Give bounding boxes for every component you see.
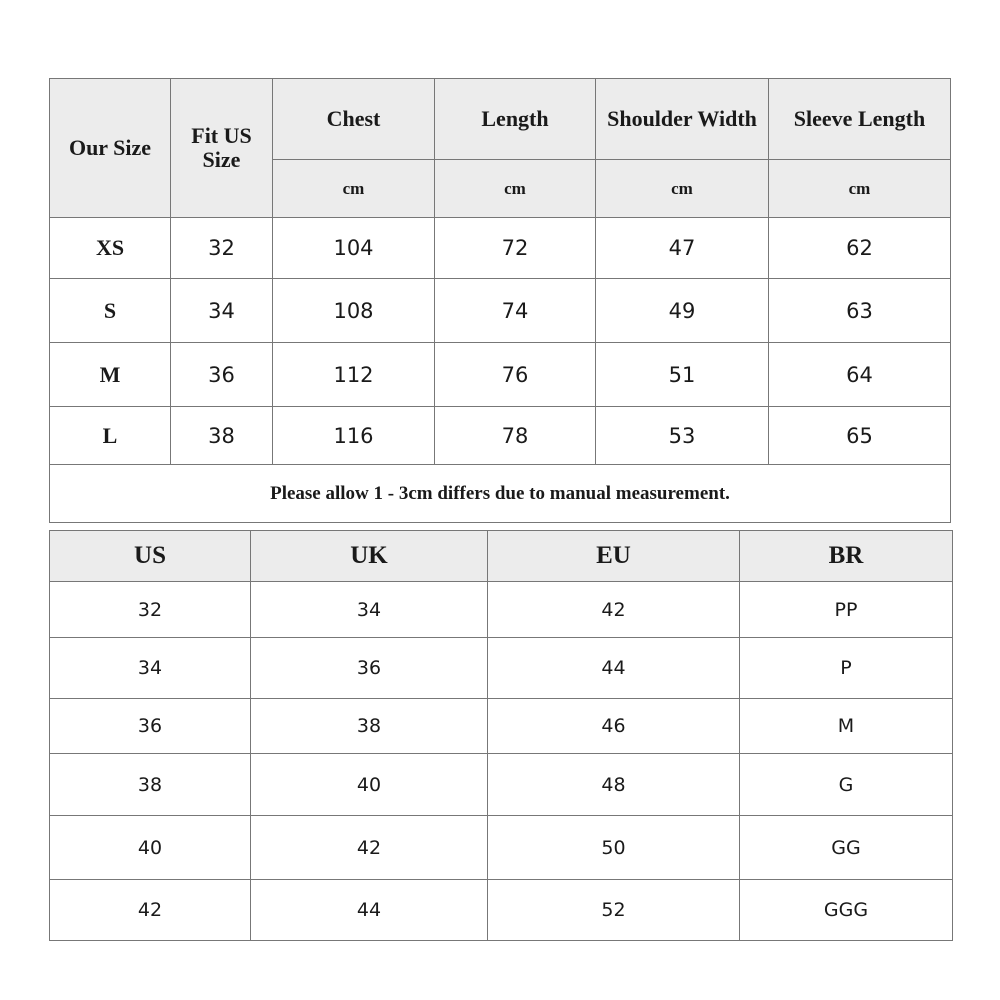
size-label: M — [50, 343, 171, 407]
header-uk: UK — [251, 531, 488, 582]
uk-value: 40 — [251, 754, 488, 816]
uk-value: 42 — [251, 816, 488, 880]
sleeve-value: 63 — [769, 279, 951, 343]
length-value: 76 — [435, 343, 596, 407]
table-row — [50, 582, 953, 638]
eu-value: 50 — [488, 816, 740, 880]
br-value: GGG — [740, 880, 953, 941]
table-row — [50, 218, 951, 279]
header-our-size: Our Size — [50, 79, 171, 218]
uk-value: 36 — [251, 638, 488, 699]
us-value: 42 — [50, 880, 251, 941]
chest-value: 116 — [273, 407, 435, 465]
uk-value: 38 — [251, 699, 488, 754]
size-label: L — [50, 407, 171, 465]
length-value: 78 — [435, 407, 596, 465]
us-value: 34 — [50, 638, 251, 699]
sleeve-value: 62 — [769, 218, 951, 279]
header-us: US — [50, 531, 251, 582]
chest-value: 104 — [273, 218, 435, 279]
shoulder-value: 49 — [596, 279, 769, 343]
us-size-value: 36 — [171, 343, 273, 407]
header-br: BR — [740, 531, 953, 582]
us-size-value: 38 — [171, 407, 273, 465]
br-value: M — [740, 699, 953, 754]
header-sleeve-length: Sleeve Length — [769, 79, 951, 160]
br-value: GG — [740, 816, 953, 880]
header-shoulder-width: Shoulder Width — [596, 79, 769, 160]
unit-length: cm — [435, 160, 596, 218]
header-chest: Chest — [273, 79, 435, 160]
us-value: 40 — [50, 816, 251, 880]
unit-chest: cm — [273, 160, 435, 218]
table-row — [50, 638, 953, 699]
size-conversion-table — [49, 530, 953, 941]
us-size-value: 34 — [171, 279, 273, 343]
eu-value: 44 — [488, 638, 740, 699]
us-value: 36 — [50, 699, 251, 754]
table-row — [50, 754, 953, 816]
us-size-value: 32 — [171, 218, 273, 279]
measurement-note: Please allow 1 - 3cm differs due to manual measurement. — [50, 465, 951, 523]
eu-value: 42 — [488, 582, 740, 638]
table-row — [50, 407, 951, 465]
size-chart-table — [49, 78, 951, 523]
table-row — [50, 279, 951, 343]
sleeve-value: 65 — [769, 407, 951, 465]
shoulder-value: 51 — [596, 343, 769, 407]
header-fit-us-size: Fit US Size — [171, 79, 273, 218]
br-value: P — [740, 638, 953, 699]
table-row — [50, 816, 953, 880]
table-row — [50, 880, 953, 941]
size-label: XS — [50, 218, 171, 279]
header-eu: EU — [488, 531, 740, 582]
table-row — [50, 343, 951, 407]
size-label: S — [50, 279, 171, 343]
sleeve-value: 64 — [769, 343, 951, 407]
eu-value: 46 — [488, 699, 740, 754]
shoulder-value: 47 — [596, 218, 769, 279]
br-value: G — [740, 754, 953, 816]
uk-value: 44 — [251, 880, 488, 941]
us-value: 38 — [50, 754, 251, 816]
br-value: PP — [740, 582, 953, 638]
length-value: 74 — [435, 279, 596, 343]
us-value: 32 — [50, 582, 251, 638]
chest-value: 112 — [273, 343, 435, 407]
eu-value: 48 — [488, 754, 740, 816]
eu-value: 52 — [488, 880, 740, 941]
chest-value: 108 — [273, 279, 435, 343]
uk-value: 34 — [251, 582, 488, 638]
shoulder-value: 53 — [596, 407, 769, 465]
unit-shoulder: cm — [596, 160, 769, 218]
length-value: 72 — [435, 218, 596, 279]
header-length: Length — [435, 79, 596, 160]
unit-sleeve: cm — [769, 160, 951, 218]
table-row — [50, 699, 953, 754]
